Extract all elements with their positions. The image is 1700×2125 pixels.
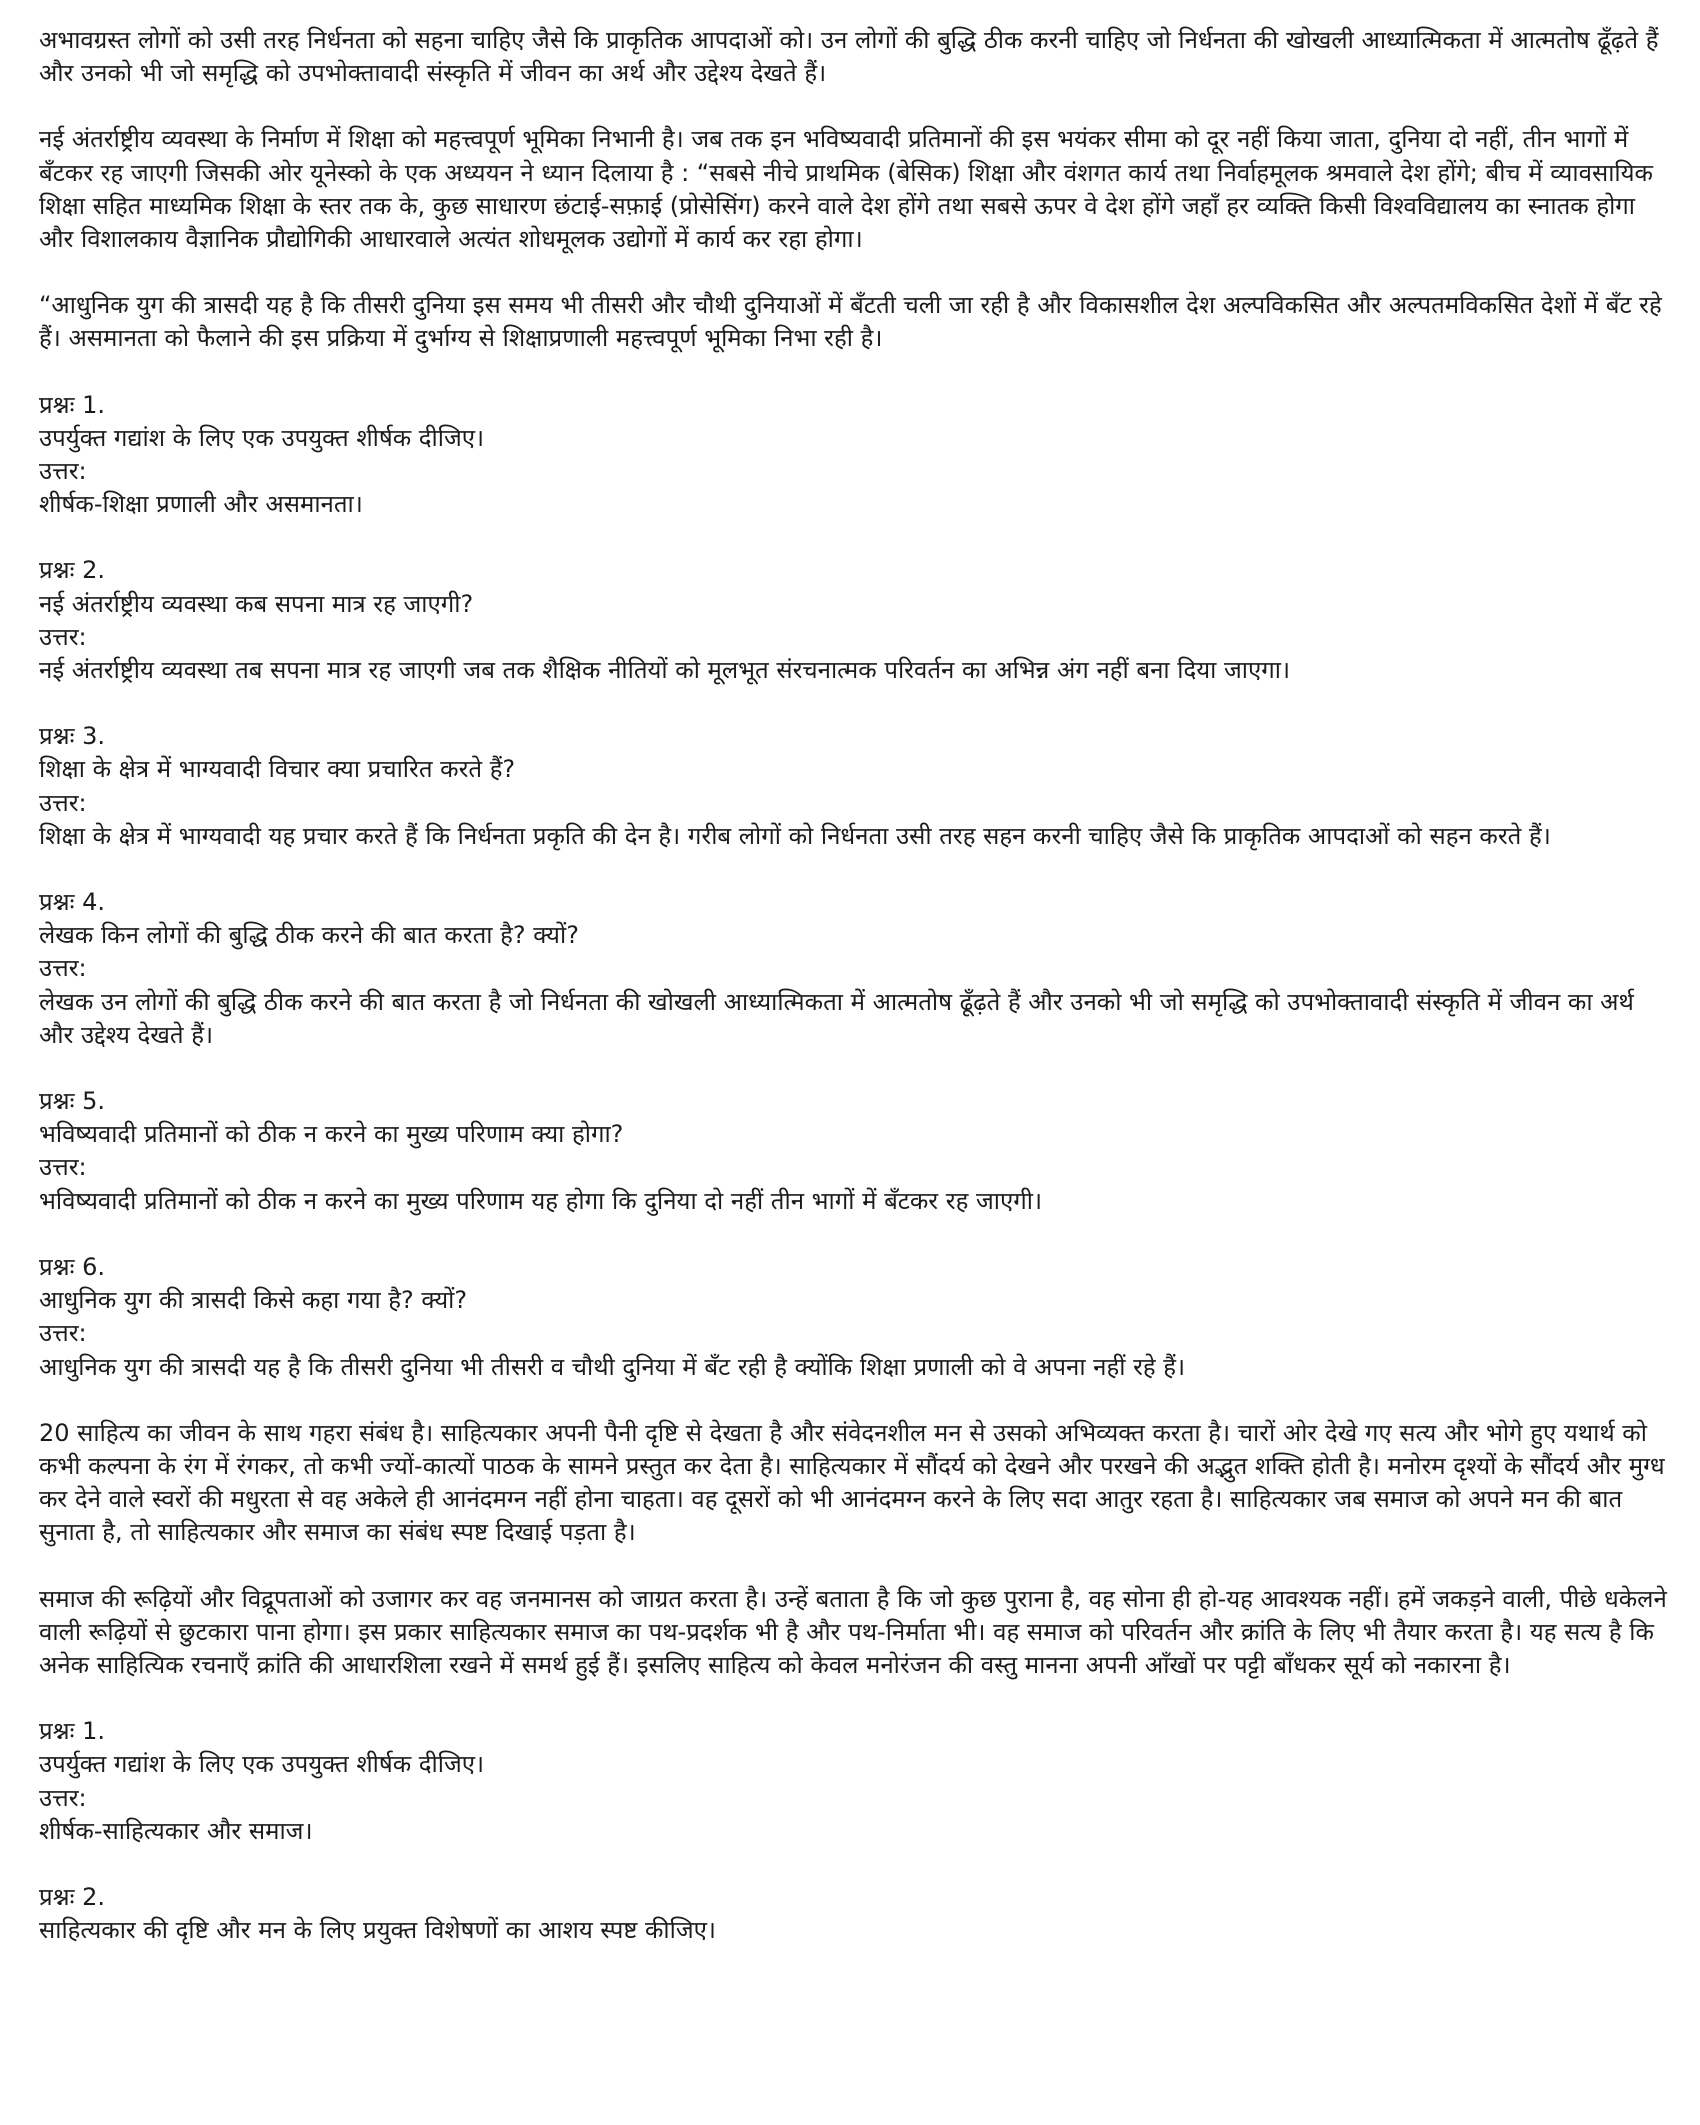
question-text: नई अंतर्राष्ट्रीय व्यवस्था कब सपना मात्र रह जाएगी? <box>39 589 474 618</box>
question-number: प्रश्नः 5. <box>39 1087 105 1116</box>
answer-text: नई अंतर्राष्ट्रीय व्यवस्था तब सपना मात्र रह जाएगी जब तक शैक्षिक नीतियों को मूलभूत संरचनात्मक परिवर्तन का अभिन्न अंग नहीं बना दिया जाएगा। <box>39 656 1291 685</box>
answer-label: उत्तर: <box>39 788 87 817</box>
question-text: आधुनिक युग की त्रासदी किसे कहा गया है? क्यों? <box>39 1286 468 1315</box>
answer-label: उत्तर: <box>39 1153 87 1182</box>
question-number: प्रश्नः 1. <box>39 390 105 419</box>
question-number: प्रश्नः 4. <box>39 888 105 917</box>
question-text: उपर्युक्त गद्यांश के लिए एक उपयुक्त शीर्षक दीजिए। <box>39 423 485 452</box>
answer-text: आधुनिक युग की त्रासदी यह है कि तीसरी दुनिया भी तीसरी व चौथी दुनिया में बँट रही है क्योंकि शिक्षा प्रणाली को वे अपना नहीं रहे हैं। <box>39 1352 1186 1381</box>
question-block <box>39 1251 1669 1384</box>
passage-paragraph: “आधुनिक युग की त्रासदी यह है कि तीसरी दुनिया इस समय भी तीसरी और चौथी दुनियाओं में बँटती चली जा रही है और विकासशील देश अल्पविकसित और अल्पतमविकसित देशों में बँट रहे हैं। असमानता को फैलाने की इस प्रक्रिया में दुर्भाग्य से शिक्षाप्रणाली महत्त्वपूर्ण भूमिका निभा रही है। <box>39 291 1662 353</box>
question-text: शिक्षा के क्षेत्र में भाग्यवादी विचार क्या प्रचारित करते हैं? <box>39 755 516 784</box>
question-number: प्रश्नः 2. <box>39 556 105 585</box>
answer-text: शिक्षा के क्षेत्र में भाग्यवादी यह प्रचार करते हैं कि निर्धनता प्रकृति की देन है। गरीब लोगों को निर्धनता उसी तरह सहन करनी चाहिए जैसे कि प्राकृतिक आपदाओं को सहन करते हैं। <box>39 821 1551 850</box>
passage-paragraph: समाज की रूढ़ियों और विद्रूपताओं को उजागर कर वह जनमानस को जाग्रत करता है। उन्हें बताता है कि जो कुछ पुराना है, वह सोना ही हो-यह आवश्यक नहीं। हमें जकड़ने वाली, पीछे धकेलने वाली रूढ़ियों से छुटकारा पाना होगा। इस प्रकार साहित्यकार समाज का पथ-प्रदर्शक भी है और पथ-निर्माता भी। वह समाज को परिवर्तन और क्रांति के लिए भी तैयार करता है। यह सत्य है कि अनेक साहित्यिक रचनाएँ क्रांति की आधारशिला रखने में समर्थ हुई हैं। इसलिए साहित्य को केवल मनोरंजन की वस्तु मानना अपनी आँखों पर पट्टी बाँधकर सूर्य को नकारना है। <box>39 1584 1667 1679</box>
answer-label: उत्तर: <box>39 622 87 651</box>
answer-label: उत्तर: <box>39 954 87 983</box>
answer-label: उत्तर: <box>39 1783 87 1812</box>
question-block <box>39 886 1669 1052</box>
passage-paragraph: अभावग्रस्त लोगों को उसी तरह निर्धनता को सहना चाहिए जैसे कि प्राकृतिक आपदाओं को। उन लोगों की बुद्धि ठीक करनी चाहिए जो निर्धनता की खोखली आध्यात्मिकता में आत्मतोष ढूँढ़ते हैं और उनको भी जो समृद्धि को उपभोक्तावादी संस्कृति में जीवन का अर्थ और उद्देश्य देखते हैं। <box>39 26 1659 88</box>
answer-text: शीर्षक-साहित्यकार और समाज। <box>39 1816 313 1845</box>
answer-text: शीर्षक-शिक्षा प्रणाली और असमानता। <box>39 490 363 519</box>
answer-text: लेखक उन लोगों की बुद्धि ठीक करने की बात करता है जो निर्धनता की खोखली आध्यात्मिकता में आत्मतोष ढूँढ़ते हैं और उनको भी जो समृद्धि को उपभोक्तावादी संस्कृति में जीवन का अर्थ और उद्देश्य देखते हैं। <box>39 987 1634 1049</box>
question-number: प्रश्नः 1. <box>39 1717 105 1746</box>
question-number: प्रश्नः 3. <box>39 722 105 751</box>
question-block <box>39 389 1669 522</box>
answer-label: उत्तर: <box>39 1319 87 1348</box>
question-block <box>39 554 1669 687</box>
question-text: उपर्युक्त गद्यांश के लिए एक उपयुक्त शीर्षक दीजिए। <box>39 1750 485 1779</box>
question-block <box>39 720 1669 853</box>
document-page <box>39 24 1669 1980</box>
question-block <box>39 1085 1669 1218</box>
question-block <box>39 1881 1669 1947</box>
question-number: प्रश्नः 6. <box>39 1252 105 1281</box>
passage-paragraph: नई अंतर्राष्ट्रीय व्यवस्था के निर्माण में शिक्षा को महत्त्वपूर्ण भूमिका निभानी है। जब तक इन भविष्यवादी प्रतिमानों की इस भयंकर सीमा को दूर नहीं किया जाता, दुनिया दो नहीं, तीन भागों में बँटकर रह जाएगी जिसकी ओर यूनेस्को के एक अध्ययन ने ध्यान दिलाया है : “सबसे नीचे प्राथमिक (बेसिक) शिक्षा और वंशगत कार्य तथा निर्वाहमूलक श्रमवाले देश होंगे; बीच में व्यावसायिक शिक्षा सहित माध्यमिक शिक्षा के स्तर तक के, कुछ साधारण छंटाई-सफ़ाई (प्रोसेसिंग) करने वाले देश होंगे तथा सबसे ऊपर वे देश होंगे जहाँ हर व्यक्ति किसी विश्वविद्यालय का स्नातक होगा और विशालकाय वैज्ञानिक प्रौद्योगिकी आधारवाले अत्यंत शोधमूलक उद्योगों में कार्य कर रहा होगा। <box>39 125 1653 254</box>
passage-paragraph: 20 साहित्य का जीवन के साथ गहरा संबंध है। साहित्यकार अपनी पैनी दृष्टि से देखता है और संवेदनशील मन से उसको अभिव्यक्त करता है। चारों ओर देखे गए सत्य और भोगे हुए यथार्थ को कभी कल्पना के रंग में रंगकर, तो कभी ज्यों-कात्यों पाठक के सामने प्रस्तुत कर देता है। साहित्यकार में सौंदर्य को देखने और परखने की अद्भुत शक्ति होती है। मनोरम दृश्यों के सौंदर्य और मुग्ध कर देने वाले स्वरों की मधुरता से वह अकेले ही आनंदमग्न नहीं होना चाहता। वह दूसरों को भी आनंदमग्न करने के लिए सदा आतुर रहता है। साहित्यकार जब समाज को अपने मन की बात सुनाता है, तो साहित्यकार और समाज का संबंध स्पष्ट दिखाई पड़ता है। <box>39 1418 1665 1547</box>
question-number: प्रश्नः 2. <box>39 1882 105 1911</box>
question-text: लेखक किन लोगों की बुद्धि ठीक करने की बात करता है? क्यों? <box>39 921 579 950</box>
question-block <box>39 1715 1669 1848</box>
answer-label: उत्तर: <box>39 457 87 486</box>
question-text: साहित्यकार की दृष्टि और मन के लिए प्रयुक्त विशेषणों का आशय स्पष्ट कीजिए। <box>39 1916 717 1945</box>
question-text: भविष्यवादी प्रतिमानों को ठीक न करने का मुख्य परिणाम क्या होगा? <box>39 1120 624 1149</box>
answer-text: भविष्यवादी प्रतिमानों को ठीक न करने का मुख्य परिणाम यह होगा कि दुनिया दो नहीं तीन भागों में बँटकर रह जाएगी। <box>39 1186 1043 1215</box>
